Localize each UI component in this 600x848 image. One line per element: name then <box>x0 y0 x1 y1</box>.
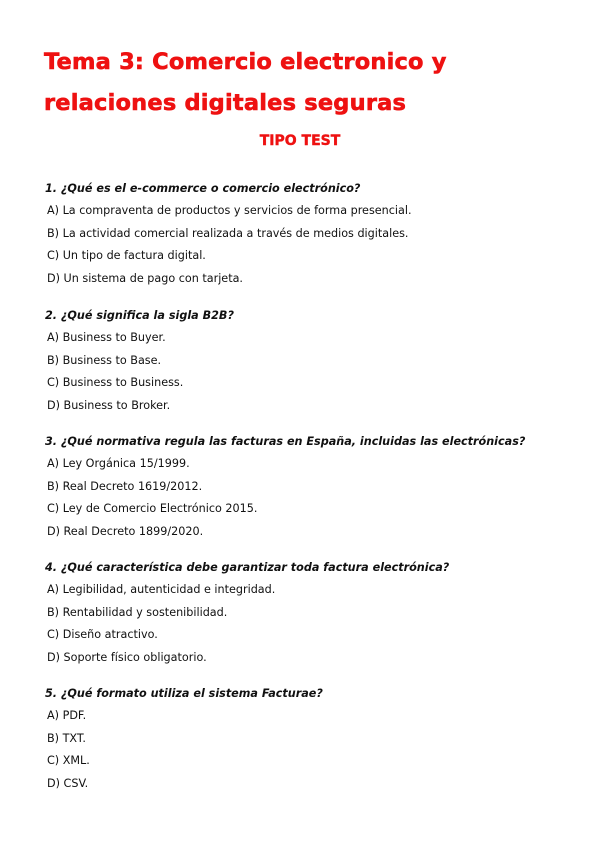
answer-option: C) Diseño atractivo. <box>47 628 158 641</box>
question-4 <box>45 560 585 672</box>
question-5 <box>45 686 585 798</box>
question-text: 4. ¿Qué característica debe garantizar toda factura electrónica? <box>45 561 450 574</box>
question-text: 1. ¿Qué es el e-commerce o comercio electrónico? <box>45 182 361 195</box>
answer-option: D) Soporte físico obligatorio. <box>47 650 207 664</box>
answer-option: D) CSV. <box>47 776 89 790</box>
question-text: 3. ¿Qué normativa regula las facturas en España, incluidas las electrónicas? <box>45 435 526 448</box>
question-text: 2. ¿Qué significa la sigla B2B? <box>45 309 234 322</box>
question-2 <box>45 308 585 420</box>
answer-option: A) Business to Buyer. <box>47 331 166 344</box>
answer-option: A) Legibilidad, autenticidad e integridad. <box>47 583 276 596</box>
question-1 <box>45 181 585 293</box>
answer-option: B) TXT. <box>47 731 86 745</box>
answer-option: D) Un sistema de pago con tarjeta. <box>47 271 243 285</box>
answer-option: B) La actividad comercial realizada a través de medios digitales. <box>47 226 409 240</box>
answer-option: C) Business to Business. <box>47 376 184 389</box>
document-subtitle: TIPO TEST <box>259 133 341 149</box>
answer-option: B) Rentabilidad y sostenibilidad. <box>47 605 228 619</box>
question-3 <box>45 434 585 546</box>
answer-option: D) Real Decreto 1899/2020. <box>47 524 204 538</box>
document-title: Tema 3: Comercio electronico y relaciones digitales seguras <box>44 49 447 116</box>
answer-option: D) Business to Broker. <box>47 398 171 412</box>
answer-option: C) Ley de Comercio Electrónico 2015. <box>47 502 258 515</box>
answer-option: B) Business to Base. <box>47 353 162 367</box>
answer-option: A) Ley Orgánica 15/1999. <box>47 457 190 470</box>
question-text: 5. ¿Qué formato utiliza el sistema Facturae? <box>45 687 323 700</box>
answer-option: C) Un tipo de factura digital. <box>47 249 206 262</box>
answer-option: C) XML. <box>47 754 90 767</box>
answer-option: A) La compraventa de productos y servicios de forma presencial. <box>47 204 412 217</box>
answer-option: A) PDF. <box>47 709 87 722</box>
answer-option: B) Real Decreto 1619/2012. <box>47 479 203 493</box>
